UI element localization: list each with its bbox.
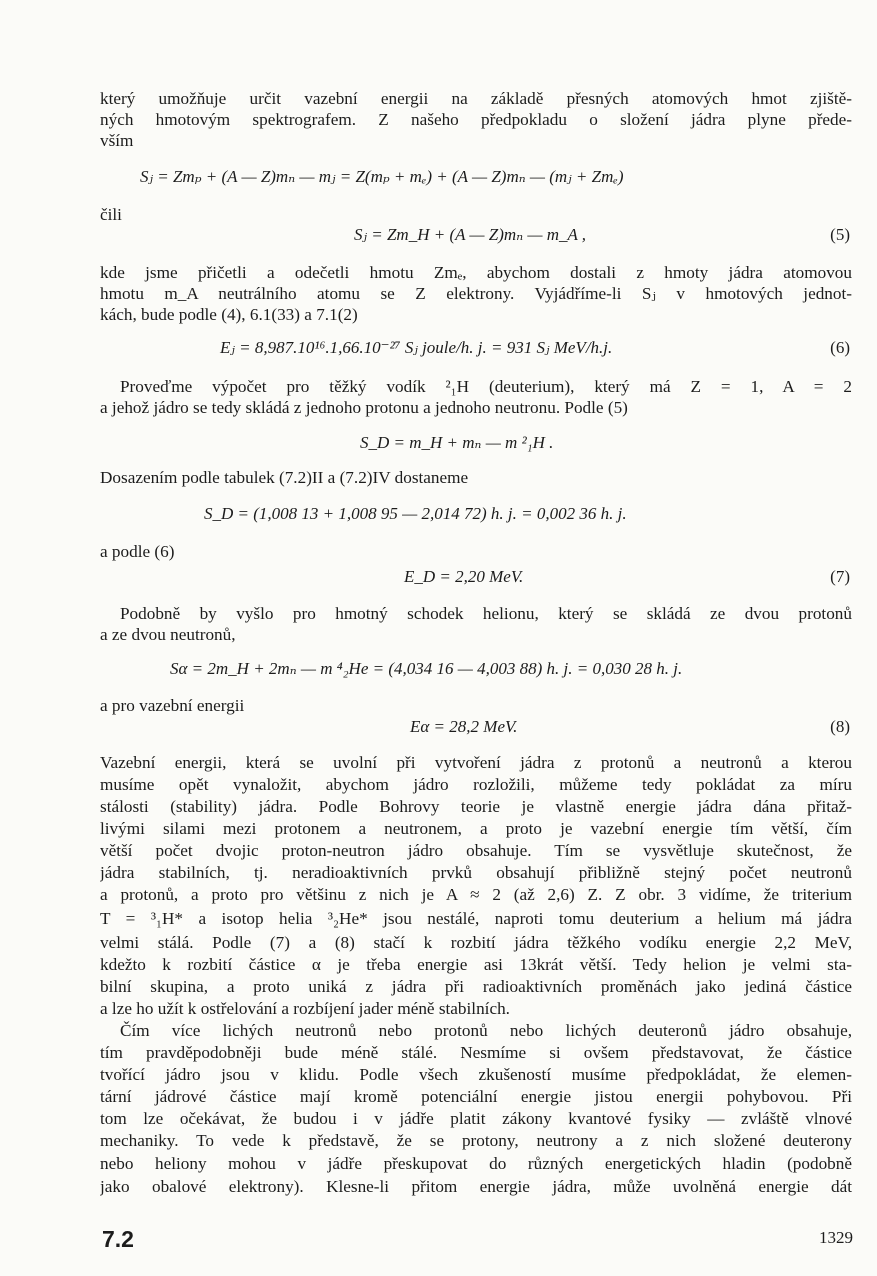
text-line: stálosti (stability) jádra. Podle Bohrovy teorie je vlastně energie jádra dána přitaž- <box>100 797 852 816</box>
text-line: jádra stabilních, tj. neradioaktivních prvků obsahují přibližně stejný počet neutronů <box>100 863 852 882</box>
text-line: mechaniky. To vede k představě, že se protony, neutrony a z nich složené deuterony <box>100 1131 852 1150</box>
text-line: Vazební energii, která se uvolní při vytvoření jádra z protonů a neutronů a kterou <box>100 753 852 772</box>
equation-8: Eα = 28,2 MeV. <box>410 717 518 736</box>
text-line: nebo heliony mohou v jádře přeskupovat do různých energetických hladin (podobně <box>100 1154 852 1173</box>
text-line: jako obalové elektrony). Klesne-li přitom energie jádra, může uvolněná energie dát <box>100 1177 852 1196</box>
equation-sd-value: S_D = (1,008 13 + 1,008 95 — 2,014 72) h. j. = 0,002 36 h. j. <box>204 504 627 523</box>
text-line: a lze ho užít k ostřelování a rozbíjení jader méně stabilních. <box>100 999 510 1018</box>
equation-sj-full: Sⱼ = Zmₚ + (A — Z)mₙ — mⱼ = Z(mₚ + mₑ) + (A — Z)mₙ — (mⱼ + Zmₑ) <box>140 167 624 186</box>
equation-s-alpha: Sα = 2m_H + 2mₙ — m ⁴₂He = (4,034 16 — 4,003 88) h. j. = 0,030 28 h. j. <box>170 659 683 678</box>
text-line: tvořící jádro jsou v klidu. Podle všech zkušeností musíme předpokládat, že elemen- <box>100 1065 852 1084</box>
text-line: tární jádrové částice mají kromě potenciální energie jistou energii pohybovou. Při <box>100 1087 852 1106</box>
text-line: T = ³₁H* a isotop helia ³₂He* jsou nestálé, naproti tomu deuterium a helium má jádra <box>100 909 852 928</box>
equation-5: Sⱼ = Zm_H + (A — Z)mₙ — m_A , <box>354 225 587 244</box>
text-line: velmi stálá. Podle (7) a (8) stačí k rozbití jádra těžkého vodíku energie 2,2 MeV, <box>100 933 852 952</box>
text-line: bilní skupina, a proto uniká z jádra při radioaktivních proměnách jako jediná částice <box>100 977 852 996</box>
text-line: kdežto k rozbití částice α je třeba energie asi 13krát větší. Tedy helion je velmi sta- <box>100 955 852 974</box>
text-line: větší počet dvojic proton-neutron jádro obsahuje. Tím se vysvětluje skutečnost, že <box>100 841 852 860</box>
text-line: tom lze očekávat, že budou i v jádře platit zákony kvantové fysiky — zvláště vlnové <box>100 1109 852 1128</box>
page-number: 1329 <box>819 1228 853 1247</box>
equation-number-7: (7) <box>830 567 850 586</box>
text-line: livými silami mezi protonem a neutronem, a proto je vazební energie tím větší, čím <box>100 819 852 838</box>
equation-number-8: (8) <box>830 717 850 736</box>
text-line: kde jsme přičetli a odečetli hmotu Zmₑ, abychom dostali z hmoty jádra atomovou <box>100 263 852 282</box>
text-line: a jehož jádro se tedy skládá z jednoho protonu a jednoho neutronu. Podle (5) <box>100 398 628 417</box>
equation-sd: S_D = m_H + mₙ — m ²₁H . <box>360 433 554 452</box>
text-line: kách, bude podle (4), 6.1(33) a 7.1(2) <box>100 305 358 324</box>
text-line: Proveďme výpočet pro těžký vodík ²₁H (deuterium), který má Z = 1, A = 2 <box>120 377 852 396</box>
text-line: čili <box>100 205 122 224</box>
equation-6: Eⱼ = 8,987.10¹⁶.1,66.10⁻²⁷ Sⱼ joule/h. j. = 931 Sⱼ MeV/h.j. <box>220 338 613 357</box>
text-line: hmotu m_A neutrálního atomu se Z elektrony. Vyjádříme-li Sⱼ v hmotových jednot- <box>100 284 852 303</box>
text-line: vším <box>100 131 134 150</box>
text-line: který umožňuje určit vazební energii na základě přesných atomových hmot zjiště- <box>100 89 852 108</box>
text-line: Podobně by vyšlo pro hmotný schodek helionu, který se skládá ze dvou protonů <box>120 604 852 623</box>
equation-number-6: (6) <box>830 338 850 357</box>
equation-7: E_D = 2,20 MeV. <box>404 567 524 586</box>
text-line: Čím více lichých neutronů nebo protonů nebo lichých deuteronů jádro obsahuje, <box>120 1021 852 1040</box>
text-line: Dosazením podle tabulek (7.2)II a (7.2)IV dostaneme <box>100 468 469 487</box>
text-line: a ze dvou neutronů, <box>100 625 236 644</box>
text-line: ných hmotovým spektrografem. Z našeho předpokladu o složení jádra plyne přede- <box>100 110 852 129</box>
text-line: musíme opět vynaložit, abychom jádro rozložili, můžeme tedy pokládat za míru <box>100 775 852 794</box>
text-line: a protonů, a proto pro většinu z nich je A ≈ 2 (až 2,6) Z. Z obr. 3 vidíme, že triterium <box>100 885 852 904</box>
section-number: 7.2 <box>102 1226 134 1252</box>
text-line: a pro vazební energii <box>100 696 245 715</box>
text-line: a podle (6) <box>100 542 175 561</box>
equation-number-5: (5) <box>830 225 850 244</box>
text-line: tím pravděpodobněji bude méně stálé. Nesmíme si ovšem představovat, že částice <box>100 1043 852 1062</box>
